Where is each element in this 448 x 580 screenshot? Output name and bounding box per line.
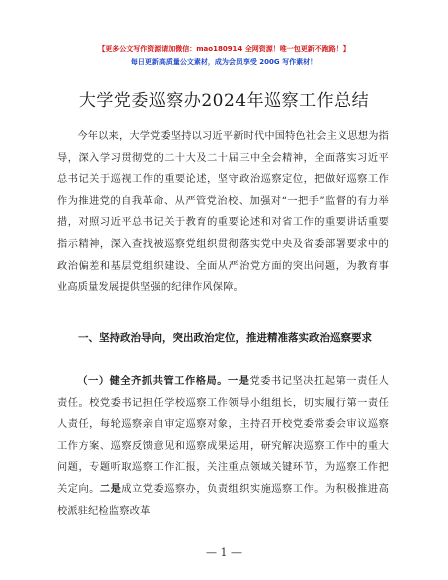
subsection-paragraph-1 [57,371,389,522]
intro-paragraph: 今年以来，大学党委坚持以习近平新时代中国特色社会主义思想为指导，深入学习贯彻党的二十大及二十届三中全会精神，全面落实习近平总书记关于巡视工作的重要论述，坚守政治巡察定位，把做好巡察工作作为推进党的自我革命、从严管党治校、加强对“一把手”监督的有力举措，对照习近平总书记关于教育的重要论述和对省工作的重要讲话重要指示精神，深入查找被巡察党组织贯彻落实党中央及省委部署要求中的政治偏差和基层党组织建设、全面从严治党方面的突出问题，为教育事业高质量发展提供坚强的纪律作风保障。 [57,131,390,294]
lead-marker-1: 一是 [228,375,250,387]
promo-banner-line-2: 每日更新高质量公文素材，成为会员享受 200G 写作素材！ [130,58,318,66]
subsection-heading: （一）健全齐抓共管工作格局。 [77,375,228,387]
promo-banner-line-1: 【更多公文写作资源请加微信：mao180914 全网资源！唯一包更新不跑路！】 [98,45,350,53]
document-title: 大学党委巡察办2024年巡察工作总结 [78,91,370,111]
paragraph-text-1: 党委书记坚决扛起第一责任人责任。校党委书记担任学校巡察工作领导小组组长，切实履行第一责任人责任，每轮巡察亲自审定巡察对象，主持召开校党委常委会审议巡察工作方案、巡察反馈意见和巡察成果运用，研究解决巡察工作中的重大问题，专题听取巡察工作汇报，关注重点领域关键环节，为巡察工作把关定向。 [57,376,389,495]
section-heading-1: 一、坚持政治导向，突出政治定位，推进精准落实政治巡察要求 [78,332,372,344]
lead-marker-2: 二是 [99,482,122,495]
page-number: — 1 — [206,546,242,559]
paragraph-text-2: 成立党委巡察办，负责组织实施巡察工作。为积极推进高校派驻纪检监察改革 [57,483,390,517]
